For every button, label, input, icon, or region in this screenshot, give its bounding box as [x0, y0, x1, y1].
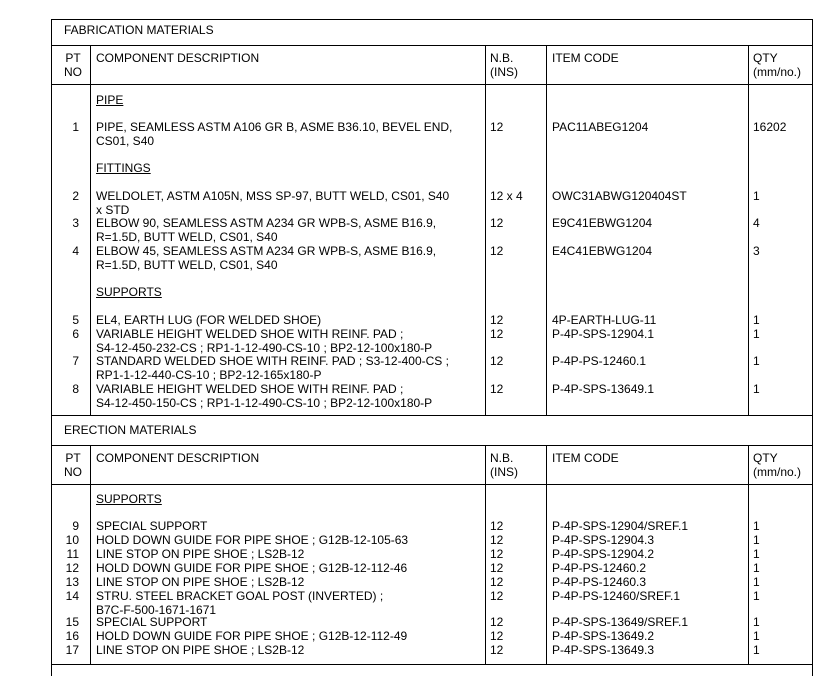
row-2-code: OWC31ABWG120404ST	[552, 189, 687, 203]
row-8-qty: 1	[753, 382, 760, 396]
header-pt-no: PT NO	[64, 51, 82, 79]
row-10-desc: HOLD DOWN GUIDE FOR PIPE SHOE ; G12B-12-105-63	[96, 533, 409, 547]
row-2-nb: 12 x 4	[490, 189, 523, 203]
row-9-qty: 1	[753, 519, 760, 533]
row-13-qty: 1	[753, 575, 760, 589]
row-12-qty: 1	[753, 561, 760, 575]
row-5-code: 4P-EARTH-LUG-11	[552, 313, 657, 327]
row-8-desc-cont: S4-12-450-150-CS ; RP1-1-12-490-CS-10 ; BP2-12-100x180-P	[96, 396, 433, 410]
row-7-code: P-4P-PS-12460.1	[552, 354, 647, 368]
row-13-desc: LINE STOP ON PIPE SHOE ; LS2B-12	[96, 575, 305, 589]
row-4-desc-cont: R=1.5D, BUTT WELD, CS01, S40	[96, 258, 278, 272]
row-1-desc-cont: CS01, S40	[96, 134, 155, 148]
row-7-desc-cont: RP1-1-12-440-CS-10 ; BP2-12-165x180-P	[96, 368, 322, 382]
row-12-desc: HOLD DOWN GUIDE FOR PIPE SHOE ; G12B-12-112-46	[96, 561, 408, 575]
row-6-nb: 12	[490, 327, 504, 341]
row-8-nb: 12	[490, 382, 504, 396]
col-line-fab-nb	[546, 45, 547, 415]
row-12-pt: 12	[65, 561, 79, 575]
row-8-pt: 8	[72, 382, 79, 396]
row-8-code: P-4P-SPS-13649.1	[552, 382, 655, 396]
row-7-nb: 12	[490, 354, 504, 368]
row-17-nb: 12	[490, 643, 504, 657]
row-10-pt: 10	[65, 533, 79, 547]
row-16-desc: HOLD DOWN GUIDE FOR PIPE SHOE ; G12B-12-112-49	[96, 629, 408, 643]
row-1-pt: 1	[72, 120, 79, 134]
col-line-erec-pt	[90, 445, 91, 664]
fabrication-title: FABRICATION MATERIALS	[64, 23, 214, 37]
row-6-desc: VARIABLE HEIGHT WELDED SHOE WITH REINF. PAD ;	[96, 327, 404, 341]
row-11-pt: 11	[66, 547, 79, 561]
row-4-nb: 12	[490, 244, 504, 258]
header-item-code: ITEM CODE	[552, 51, 619, 65]
group-pipe: PIPE	[96, 93, 124, 107]
rule-erec-header	[51, 484, 813, 485]
row-1-nb: 12	[490, 120, 504, 134]
row-1-qty: 16202	[753, 120, 787, 134]
row-5-qty: 1	[753, 313, 760, 327]
erec-header-item-code: ITEM CODE	[552, 451, 619, 465]
col-line-fab-desc	[485, 45, 486, 415]
row-6-desc-cont: S4-12-450-232-CS ; RP1-1-12-490-CS-10 ; BP2-12-100x180-P	[96, 341, 433, 355]
row-17-code: P-4P-SPS-13649.3	[552, 643, 655, 657]
row-9-nb: 12	[490, 519, 504, 533]
row-16-pt: 16	[65, 629, 79, 643]
col-line-erec-desc	[485, 445, 486, 664]
header-description: COMPONENT DESCRIPTION	[96, 51, 260, 65]
row-10-code: P-4P-SPS-12904.3	[552, 533, 655, 547]
row-4-code: E4C41EBWG1204	[552, 244, 653, 258]
row-7-qty: 1	[753, 354, 760, 368]
col-line-fab-code	[748, 45, 749, 415]
row-16-qty: 1	[753, 629, 760, 643]
row-16-code: P-4P-SPS-13649.2	[552, 629, 655, 643]
row-2-desc-cont: x STD	[96, 203, 130, 217]
group-supports-erec: SUPPORTS	[96, 492, 162, 506]
header-nb: N.B. (INS)	[490, 51, 518, 79]
row-2-qty: 1	[753, 189, 760, 203]
row-12-code: P-4P-PS-12460.2	[552, 561, 647, 575]
erec-header-pt-no: PT NO	[64, 451, 82, 479]
erec-header-description: COMPONENT DESCRIPTION	[96, 451, 260, 465]
row-17-qty: 1	[753, 643, 760, 657]
erection-title: ERECTION MATERIALS	[64, 423, 197, 437]
row-11-nb: 12	[490, 547, 504, 561]
row-14-desc-cont: B7C-F-500-1671-1671	[96, 603, 217, 617]
row-15-desc: SPECIAL SUPPORT	[96, 615, 208, 629]
row-14-nb: 12	[490, 589, 504, 603]
row-8-desc: VARIABLE HEIGHT WELDED SHOE WITH REINF. PAD ;	[96, 382, 404, 396]
row-3-pt: 3	[72, 216, 79, 230]
row-1-desc: PIPE, SEAMLESS ASTM A106 GR B, ASME B36.10, BEVEL END,	[96, 120, 453, 134]
row-15-code: P-4P-SPS-13649/SREF.1	[552, 615, 689, 629]
row-5-nb: 12	[490, 313, 504, 327]
row-9-desc: SPECIAL SUPPORT	[96, 519, 208, 533]
row-9-code: P-4P-SPS-12904/SREF.1	[552, 519, 689, 533]
col-line-erec-code	[748, 445, 749, 664]
group-fittings: FITTINGS	[96, 161, 151, 175]
row-11-qty: 1	[753, 547, 760, 561]
row-3-qty: 4	[753, 216, 760, 230]
row-15-pt: 15	[65, 615, 79, 629]
row-17-desc: LINE STOP ON PIPE SHOE ; LS2B-12	[96, 643, 305, 657]
erec-header-nb: N.B. (INS)	[490, 451, 518, 479]
row-3-code: E9C41EBWG1204	[552, 216, 653, 230]
row-4-qty: 3	[753, 244, 760, 258]
row-15-qty: 1	[753, 615, 760, 629]
row-16-nb: 12	[490, 629, 504, 643]
rule-erec-title	[51, 445, 813, 446]
row-7-desc: STANDARD WELDED SHOE WITH REINF. PAD ; S3-12-400-CS ;	[96, 354, 449, 368]
row-5-pt: 5	[72, 313, 79, 327]
row-14-qty: 1	[753, 589, 760, 603]
row-13-pt: 13	[65, 575, 79, 589]
row-14-desc: STRU. STEEL BRACKET GOAL POST (INVERTED) ;	[96, 589, 384, 603]
col-line-fab-pt	[90, 45, 91, 415]
row-17-pt: 17	[65, 643, 79, 657]
rule-erec-end	[51, 664, 813, 665]
row-1-code: PAC11ABEG1204	[552, 120, 649, 134]
group-supports-fab: SUPPORTS	[96, 285, 162, 299]
row-3-desc: ELBOW 90, SEAMLESS ASTM A234 GR WPB-S, ASME B16.9,	[96, 216, 437, 230]
row-5-desc: EL4, EARTH LUG (FOR WELDED SHOE)	[96, 313, 322, 327]
row-4-desc: ELBOW 45, SEAMLESS ASTM A234 GR WPB-S, ASME B16.9,	[96, 244, 437, 258]
row-6-qty: 1	[753, 327, 760, 341]
col-line-erec-nb	[546, 445, 547, 664]
row-13-nb: 12	[490, 575, 504, 589]
row-13-code: P-4P-PS-12460.3	[552, 575, 647, 589]
row-11-desc: LINE STOP ON PIPE SHOE ; LS2B-12	[96, 547, 305, 561]
row-14-pt: 14	[65, 589, 79, 603]
row-4-pt: 4	[72, 244, 79, 258]
rule-top	[51, 19, 813, 20]
row-3-desc-cont: R=1.5D, BUTT WELD, CS01, S40	[96, 230, 278, 244]
row-2-desc: WELDOLET, ASTM A105N, MSS SP-97, BUTT WELD, CS01, S40	[96, 189, 450, 203]
rule-fab-header	[51, 84, 813, 85]
header-qty: QTY (mm/no.)	[753, 51, 801, 79]
row-7-pt: 7	[72, 354, 79, 368]
erec-header-qty: QTY (mm/no.)	[753, 451, 801, 479]
rule-fab-title	[51, 45, 813, 46]
rule-fab-end	[51, 415, 813, 416]
row-15-nb: 12	[490, 615, 504, 629]
row-12-nb: 12	[490, 561, 504, 575]
row-9-pt: 9	[72, 519, 79, 533]
row-10-qty: 1	[753, 533, 760, 547]
row-14-code: P-4P-PS-12460/SREF.1	[552, 589, 681, 603]
row-6-pt: 6	[72, 327, 79, 341]
row-3-nb: 12	[490, 216, 504, 230]
row-6-code: P-4P-SPS-12904.1	[552, 327, 655, 341]
row-11-code: P-4P-SPS-12904.2	[552, 547, 655, 561]
row-10-nb: 12	[490, 533, 504, 547]
row-2-pt: 2	[72, 189, 79, 203]
